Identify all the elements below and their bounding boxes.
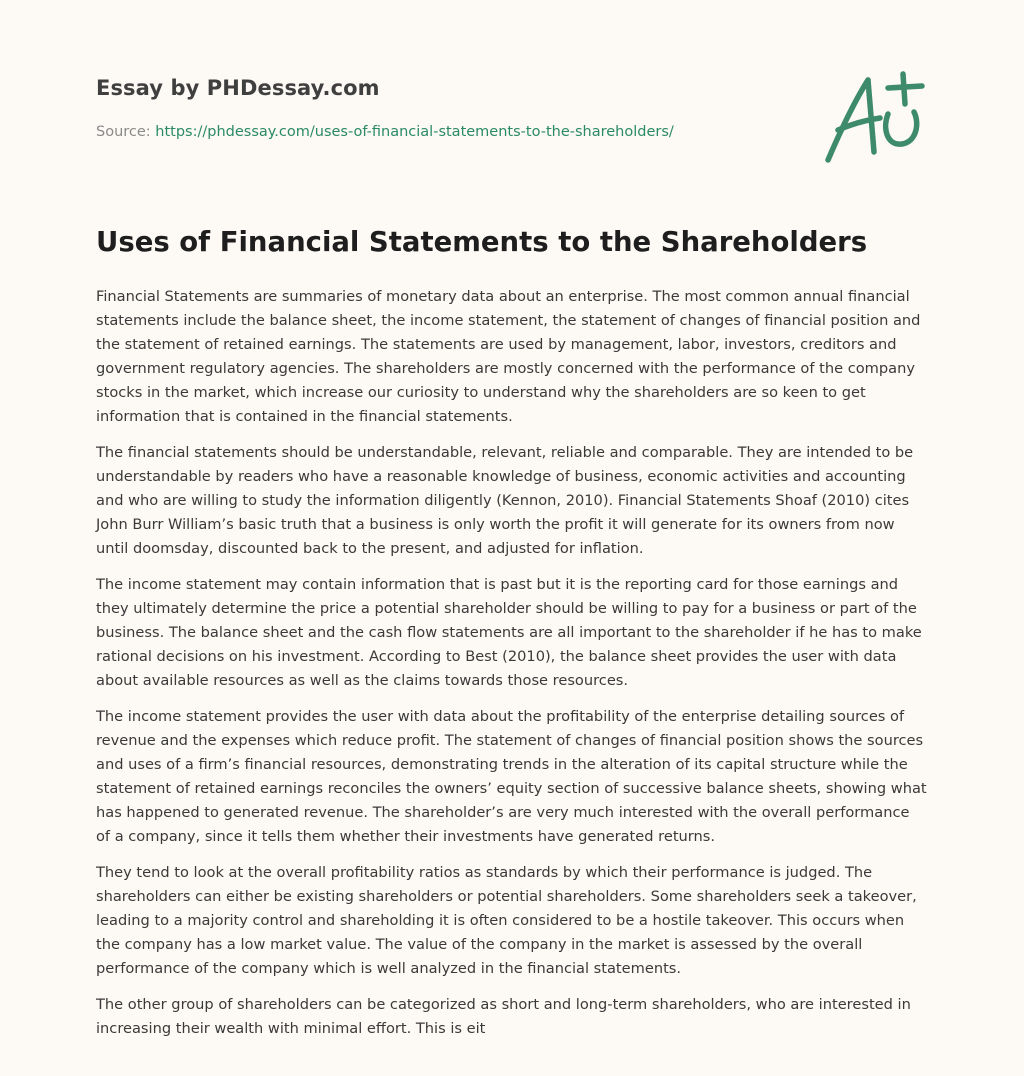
header (96, 0, 928, 200)
essay-paragraph: The income statement may contain information that is past but it is the reporting card for those earnings and they ultimately determine the price a potential shareholder should be willing to pay for a business or part of the business. The balance sheet and the cash flow statements are all important to the shareholder if he has to make rational decisions on his investment. According to Best (2010), the balance sheet provides the user with data about available resources as well as the claims towards those resources. (96, 576, 922, 689)
site-title: Essay by PHDessay.com (96, 76, 380, 100)
source-line (96, 124, 674, 140)
essay-page (96, 0, 928, 1037)
a-plus-logo-icon (824, 68, 928, 164)
essay-paragraph: Financial Statements are summaries of monetary data about an enterprise. The most common annual financial statements include the balance sheet, the income statement, the statement of changes of financial position and the statement of retained earnings. The statements are used by management, labor, investors, creditors and government regulatory agencies. The shareholders are mostly concerned with the performance of the company stocks in the market, which increase our curiosity to understand why the shareholders are so keen to get information that is contained in the financial statements. (96, 288, 921, 425)
essay-paragraph: They tend to look at the overall profitability ratios as standards by which their performance is judged. The shareholders can either be existing shareholders or potential shareholders. Some shareholders seek a takeover, leading to a majority control and shareholding it is often considered to be a hostile takeover. This occurs when the company has a low market value. The value of the company in the market is assessed by the overall performance of the company which is well analyzed in the financial statements. (96, 864, 917, 977)
source-label: Source: (96, 124, 151, 140)
essay-title: Uses of Financial Statements to the Shareholders (96, 226, 868, 258)
essay-paragraph: The financial statements should be understandable, relevant, reliable and comparable. They are intended to be understandable by readers who have a reasonable knowledge of business, economic activities and accounting and who are willing to study the information diligently (Kennon, 2010). Financial Statements Shoaf (2010) cites John Burr William’s basic truth that a business is only worth the profit it will generate for its owners from now until doomsday, discounted back to the present, and adjusted for inflation. (96, 444, 914, 557)
essay-paragraph: The income statement provides the user with data about the profitability of the enterprise detailing sources of revenue and the expenses which reduce profit. The statement of changes of financial position shows the sources and uses of a firm’s financial resources, demonstrating trends in the alteration of its capital structure while the statement of retained earnings reconciles the owners’ equity section of successive balance sheets, showing what has happened to generated revenue. The shareholder’s are very much interested with the overall performance of a company, since it tells them whether their investments have generated returns. (96, 708, 927, 845)
essay-body (96, 285, 928, 1053)
source-link[interactable]: https://phdessay.com/uses-of-financial-statements-to-the-shareholders/ (155, 124, 674, 140)
essay-paragraph: The other group of shareholders can be categorized as short and long-term shareholders, who are interested in increasing their wealth with minimal effort. This is eit (96, 996, 911, 1037)
